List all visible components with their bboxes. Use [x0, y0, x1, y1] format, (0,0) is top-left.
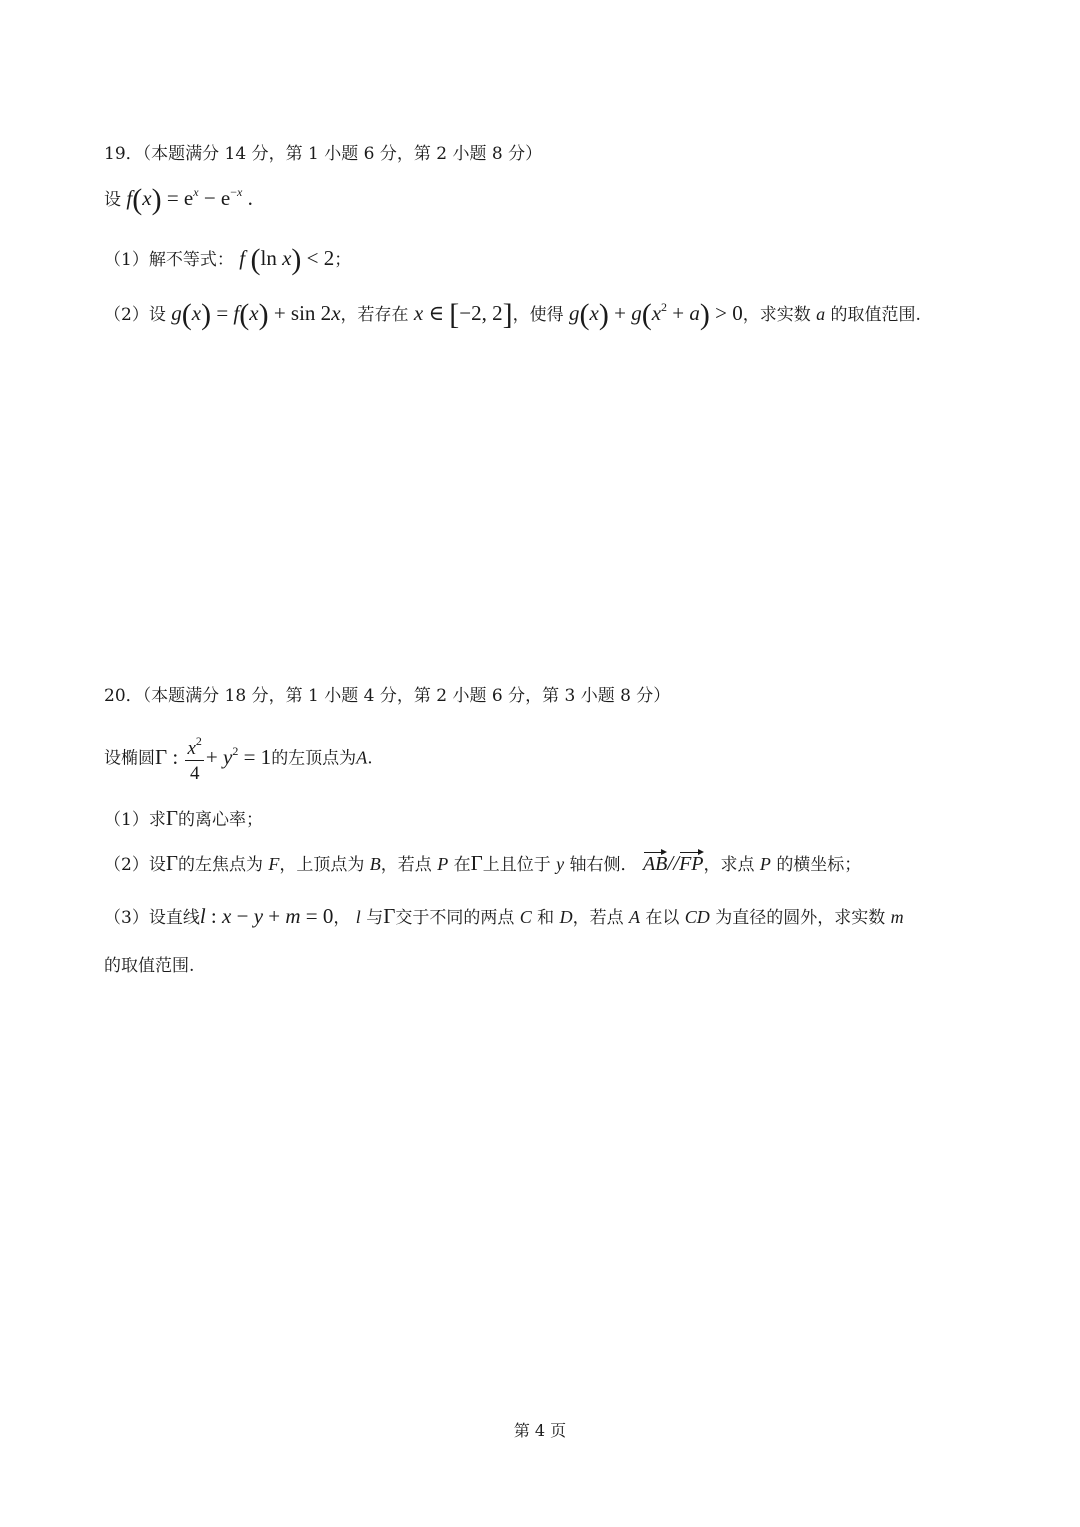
q20-part1: （1）求Γ的离心率；: [104, 806, 263, 830]
q19-g-definition: g(x) = f(x) + sin 2x: [171, 298, 341, 331]
q19-intro: 设 $f(x) = e^x - e^{-x}$ .: [104, 183, 253, 216]
q20-part3-continued: 的取值范围.: [104, 956, 195, 976]
q19-part1: （1）解不等式： f (ln x) < 2；: [104, 243, 352, 276]
q19-interval: x ∈ [−2, 2]: [413, 298, 513, 331]
q19-part2: （2）设 g(x) = f(x) + sin 2x，若存在 x ∈ [−2, 2]，使得 $g(x) + g(x^2 + a) > 0$，求实数 a 的取值范围.: [104, 298, 921, 331]
q20-header: 20．（本题满分 18 分，第 1 小题 4 分，第 2 小题 6 分，第 3 小题 8 分）: [104, 686, 671, 706]
q20-ellipse-equation: Γ : $\frac{x^2}{4}$ + $y^2 = 1$: [155, 734, 272, 784]
q19-function-definition: $f(x) = e^x - e^{-x}$ .: [126, 183, 253, 216]
q20-vector-relation: AB//FP: [642, 851, 704, 875]
q20-line-equation: l : x − y + m = 0: [199, 904, 334, 928]
q20-part3: （3）设直线l : x − y + m = 0， l 与Γ交于不同的两点 C 和 D，若点 A 在以 CD 为直径的圆外，求实数 m: [104, 904, 904, 928]
q20-part2: （2）设Γ的左焦点为 F，上顶点为 B，若点 P 在Γ上且位于 y 轴右侧． AB//FP，求点 P 的横坐标；: [104, 851, 862, 875]
q19-header: 19．（本题满分 14 分，第 1 小题 6 分，第 2 小题 8 分）: [104, 144, 543, 164]
q20-intro: 设椭圆Γ : $\frac{x^2}{4}$ + $y^2 = 1$的左顶点为A.: [104, 734, 373, 784]
q19-condition: $g(x) + g(x^2 + a) > 0$: [569, 298, 743, 331]
q19-inequality: f (ln x) < 2: [239, 243, 335, 276]
page-number: 第 4 页: [513, 1421, 567, 1440]
